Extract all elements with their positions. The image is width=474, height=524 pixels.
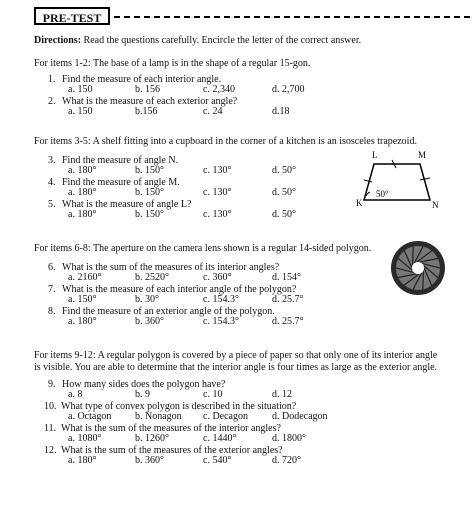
answer-option: d. 25.7° <box>272 316 304 327</box>
answer-option: c. 130° <box>203 165 232 176</box>
answer-option: a. 180° <box>68 455 97 466</box>
answer-option: b.156 <box>135 106 158 117</box>
group-intro: For items 9-12: A regular polygon is covered by a piece of paper so that only one of its interior angle <box>34 350 438 361</box>
group-intro: For items 1-2: The base of a lamp is in the shape of a regular 15-gon. <box>34 58 311 69</box>
page-title: PRE-TEST <box>34 7 110 25</box>
answer-option: d. 1800° <box>272 433 306 444</box>
camera-aperture-image <box>390 240 446 296</box>
tick-mark <box>364 180 372 182</box>
answer-option: a. 150 <box>68 84 93 95</box>
question-number: 5. <box>48 199 56 210</box>
question-text: What type of convex polygon is described in the situation? <box>61 401 297 412</box>
question-number: 11. <box>44 423 57 434</box>
answer-option: c. 540° <box>203 455 232 466</box>
answer-option: b. 150° <box>135 187 164 198</box>
question-number: 9. <box>48 379 56 390</box>
answer-option: b. 1260° <box>135 433 169 444</box>
question-number: 12. <box>44 445 57 456</box>
question-text: Find the measure of angle M. <box>62 177 180 188</box>
trapezoid-figure <box>356 150 442 212</box>
question-number: 10. <box>44 401 57 412</box>
label-K: K <box>356 198 363 208</box>
answer-option: b. 150° <box>135 209 164 220</box>
directions-label: Directions: <box>34 35 82 46</box>
answer-option: a. 180° <box>68 165 97 176</box>
question-text: What is the measure of each exterior angle? <box>62 96 238 107</box>
answer-option: a. 8 <box>68 389 83 400</box>
question-text: What is the measure of each interior angle of the polygon? <box>62 284 297 295</box>
aperture-blade <box>413 247 414 266</box>
answer-option: b. 9 <box>135 389 150 400</box>
trapezoid-shape <box>364 164 430 200</box>
answer-option: c. 10 <box>203 389 223 400</box>
answer-option: b. 2520° <box>135 272 169 283</box>
answer-option: a. 150 <box>68 106 93 117</box>
question-number: 3. <box>48 155 56 166</box>
answer-option: c. 360° <box>203 272 232 283</box>
answer-option: a. 1080° <box>68 433 102 444</box>
answer-option: b. 360° <box>135 455 164 466</box>
answer-option: b. 360° <box>135 316 164 327</box>
answer-option: a. Octagon <box>68 411 112 422</box>
answer-option: c. Decagon <box>203 411 248 422</box>
label-N: N <box>432 200 439 210</box>
answer-option: d. 50° <box>272 209 296 220</box>
answer-option: b. 150° <box>135 165 164 176</box>
answer-option: d. 12 <box>272 389 292 400</box>
answer-option: d. Dodecagon <box>272 411 328 422</box>
question-number: 2. <box>48 96 56 107</box>
question-text: What is the sum of the measures of its interior angles? <box>62 262 280 273</box>
answer-option: c. 2,340 <box>203 84 235 95</box>
answer-option: b. 30° <box>135 294 159 305</box>
answer-option: c. 130° <box>203 209 232 220</box>
answer-option: c. 154.3° <box>203 316 239 327</box>
answer-option: c. 24 <box>203 106 223 117</box>
question-number: 4. <box>48 177 56 188</box>
directions <box>34 35 361 46</box>
question-text: Find the measure of each interior angle. <box>62 74 222 85</box>
question-text: Find the measure of an exterior angle of the polygon. <box>62 306 275 317</box>
answer-option: d.18 <box>272 106 290 117</box>
group-intro: For items 6-8: The aperture on the camera lens shown is a regular 14-sided polygon. <box>34 243 372 254</box>
group-intro-2: is visible. You are able to determine that the interior angle is four times as large as the exterior angle. <box>34 362 438 373</box>
answer-option: a. 2160° <box>68 272 102 283</box>
answer-option: b. 156 <box>135 84 160 95</box>
answer-option: a. 180° <box>68 209 97 220</box>
answer-option: d. 720° <box>272 455 301 466</box>
answer-option: c. 1440° <box>203 433 237 444</box>
answer-option: a. 180° <box>68 316 97 327</box>
answer-option: d. 50° <box>272 187 296 198</box>
question-number: 7. <box>48 284 56 295</box>
question-text: Find the measure of angle N. <box>62 155 179 166</box>
answer-option: c. 154.3° <box>203 294 239 305</box>
question-text: How many sides does the polygon have? <box>62 379 226 390</box>
answer-option: a. 180° <box>68 187 97 198</box>
question-text: What is the measure of angle L? <box>62 199 192 210</box>
group-intro: For items 3-5: A shelf fitting into a cupboard in the corner of a kitchen is an isosceles trapezoid. <box>34 136 417 147</box>
question-text: What is the sum of the measures of the exterior angles? <box>61 445 283 456</box>
answer-option: d. 154° <box>272 272 301 283</box>
answer-option: d. 2,700 <box>272 84 305 95</box>
angle-label: 50° <box>376 189 389 199</box>
answer-option: d. 50° <box>272 165 296 176</box>
answer-option: c. 130° <box>203 187 232 198</box>
question-number: 8. <box>48 306 56 317</box>
title-divider <box>114 16 470 18</box>
answer-option: b. Nonagon <box>135 411 182 422</box>
question-number: 1. <box>48 74 56 85</box>
question-text: What is the sum of the measures of the interior angles? <box>61 423 281 434</box>
label-M: M <box>418 150 427 160</box>
directions-text: Read the questions carefully. Encircle the letter of the correct answer. <box>83 35 362 46</box>
label-L: L <box>372 150 378 160</box>
question-number: 6. <box>48 262 56 273</box>
answer-option: a. 150° <box>68 294 97 305</box>
aperture-blade <box>423 271 424 290</box>
answer-option: d. 25.7° <box>272 294 304 305</box>
